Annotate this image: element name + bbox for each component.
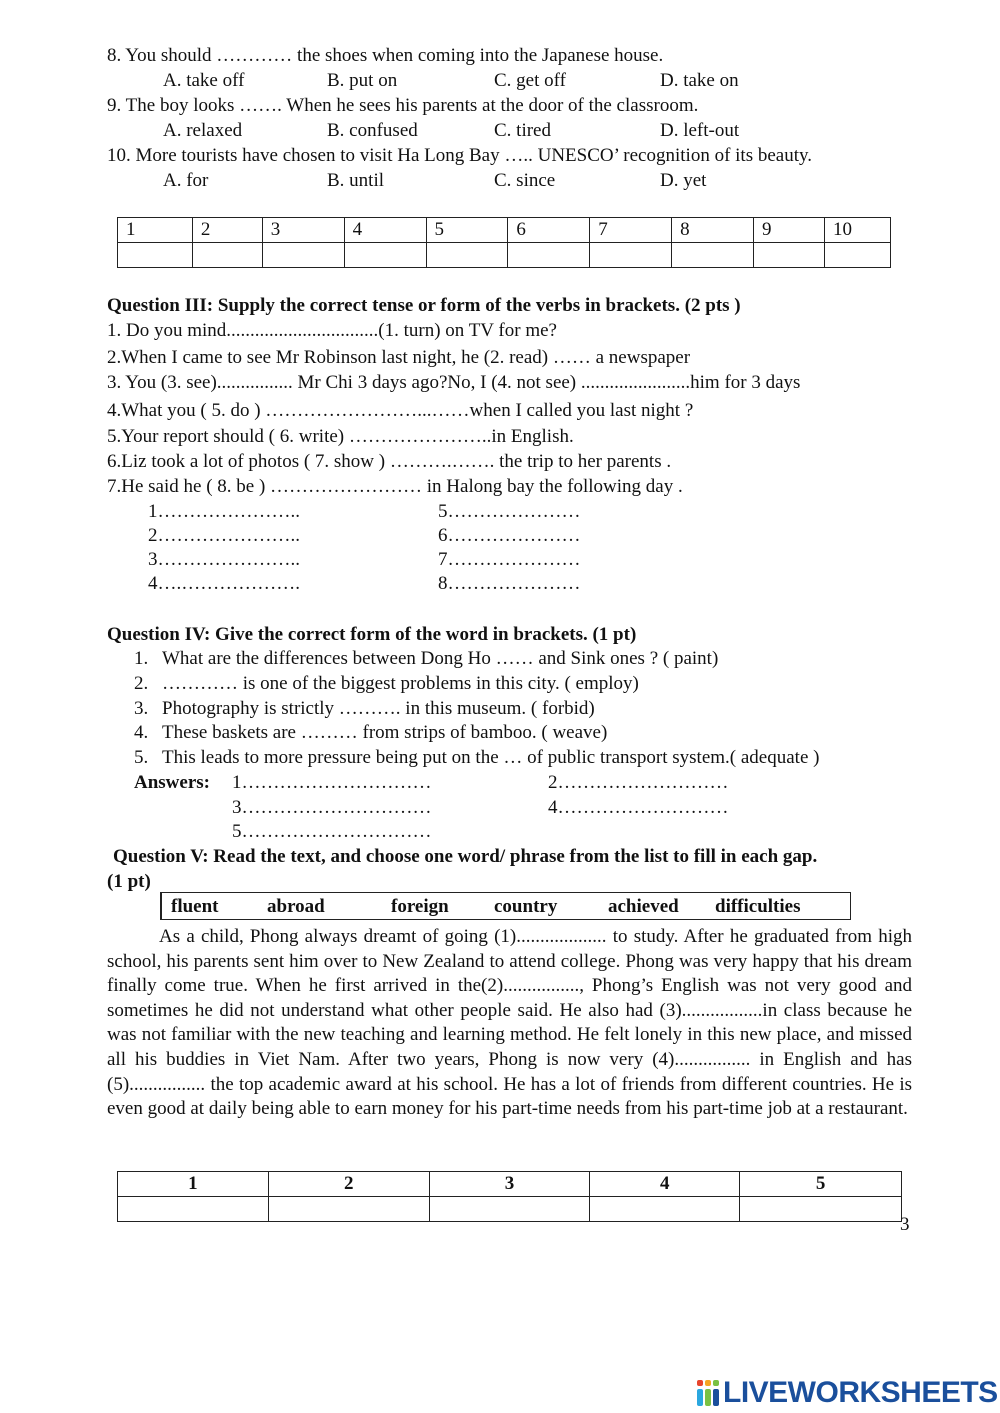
q3-item: 2.When I came to see Mr Robinson last night, he (2. read) …… a newspaper — [107, 347, 691, 368]
q8-option-b[interactable]: B. put on — [327, 70, 398, 91]
answer-cell[interactable] — [824, 243, 890, 268]
q4-answer-blank[interactable]: 3………………………… — [232, 797, 432, 818]
answer-cell[interactable] — [590, 1197, 740, 1222]
answer-table-2 — [117, 1171, 902, 1222]
q4-item: This leads to more pressure being put on the … of public transport system.( adequate ) — [162, 747, 820, 768]
answer-table-2-header: 3 — [429, 1172, 590, 1197]
q3-item: 6.Liz took a lot of photos ( 7. show ) ……….……. the trip to her parents . — [107, 451, 672, 472]
q3-answer-blank[interactable]: 8………………… — [438, 573, 581, 594]
q3-answer-blank[interactable]: 4….………………. — [148, 573, 300, 594]
q4-item: These baskets are ……… from strips of bamboo. ( weave) — [162, 722, 608, 743]
q4-answer-blank[interactable]: 5………………………… — [232, 821, 432, 842]
answer-table-1-header: 7 — [590, 218, 672, 243]
answer-table-1-header: 4 — [344, 218, 426, 243]
q4-answers-label: Answers: — [134, 772, 210, 793]
q3-item: 4.What you ( 5. do ) ……………………...……when I called you last night ? — [107, 400, 694, 421]
q8-option-c[interactable]: C. get off — [494, 70, 566, 91]
answer-table-1 — [117, 217, 891, 268]
liveworksheets-wordmark: LIVEWORKSHEETS — [723, 1376, 998, 1409]
q4-item-number: 5. — [134, 747, 149, 768]
q10-option-c[interactable]: C. since — [494, 170, 556, 191]
q4-item: Photography is strictly ………. in this museum. ( forbid) — [162, 698, 595, 719]
q4-item: What are the differences between Dong Ho …… and Sink ones ? ( paint) — [162, 648, 719, 669]
q10-option-b[interactable]: B. until — [327, 170, 385, 191]
answer-cell[interactable] — [740, 1197, 902, 1222]
answer-table-2-header: 1 — [118, 1172, 269, 1197]
q3-answer-blank[interactable]: 1………………….. — [148, 501, 300, 522]
answer-table-1-header: 5 — [426, 218, 508, 243]
answer-table-2-header: 4 — [590, 1172, 740, 1197]
q9-option-d[interactable]: D. left-out — [660, 120, 740, 141]
word-option: country — [494, 896, 558, 917]
q8-option-d[interactable]: D. take on — [660, 70, 739, 91]
word-option: achieved — [608, 896, 679, 917]
q9-option-b[interactable]: B. confused — [327, 120, 418, 141]
word-option: foreign — [391, 896, 449, 917]
answer-table-2-header: 2 — [268, 1172, 429, 1197]
q3-answer-blank[interactable]: 7………………… — [438, 549, 581, 570]
answer-cell[interactable] — [426, 243, 508, 268]
answer-cell[interactable] — [192, 243, 262, 268]
q3-item: 3. You (3. see)................ Mr Chi 3 days ago?No, I (4. not see) .......................him for 3 days — [107, 372, 801, 393]
q3-item: 1. Do you mind................................(1. turn) on TV for me? — [107, 320, 557, 341]
answer-table-1-header: 10 — [824, 218, 890, 243]
q3-item: 7.He said he ( 8. be ) …………………… in Halong bay the following day . — [107, 476, 683, 497]
q9-stem: 9. The boy looks ……. When he sees his parents at the door of the classroom. — [107, 95, 699, 116]
answer-cell[interactable] — [508, 243, 590, 268]
liveworksheets-icon — [697, 1378, 719, 1408]
q3-answer-blank[interactable]: 5………………… — [438, 501, 581, 522]
answer-table-1-header: 8 — [672, 218, 754, 243]
q4-item-number: 4. — [134, 722, 149, 743]
q4-answer-blank[interactable]: 1………………………… — [232, 772, 432, 793]
question-5-points: (1 pt) — [107, 871, 151, 892]
q4-answer-blank[interactable]: 4……………………… — [548, 797, 729, 818]
answer-cell[interactable] — [590, 243, 672, 268]
q4-item-number: 3. — [134, 698, 149, 719]
q4-answer-blank[interactable]: 2……………………… — [548, 772, 729, 793]
reading-passage: As a child, Phong always dreamt of going (1)................... to study. After he graduated from high school, his parents sent him over to New Zealand to attend college. Phong was very happy that his dream finally come true. When he first arrived in the(2)................, Phong’s English was not very good and sometimes he did not understand what other people said. He also had (3).................in class because he was not familiar with the new teaching and learning method. He felt lonely in this new place, and missed all his buddies in Viet Nam. After two years, Phong is now very (4)................ in English and has (5)................ the top academic award at his school. He has a lot of friends from different countries. He is even good at daily being able to earn money for his part-time needs from his part-time job at a restaurant. — [107, 926, 912, 1120]
q3-answer-blank[interactable]: 6………………… — [438, 525, 581, 546]
q3-answer-blank[interactable]: 2………………….. — [148, 525, 300, 546]
answer-table-1-header: 2 — [192, 218, 262, 243]
q4-item-number: 1. — [134, 648, 149, 669]
q3-item: 5.Your report should ( 6. write) …………………..in English. — [107, 426, 574, 447]
answer-cell[interactable] — [262, 243, 344, 268]
answer-table-1-header: 1 — [118, 218, 193, 243]
word-option: difficulties — [715, 896, 801, 917]
q10-option-a[interactable]: A. for — [163, 170, 209, 191]
q10-stem: 10. More tourists have chosen to visit Ha Long Bay ….. UNESCO’ recognition of its beauty. — [107, 145, 813, 166]
q4-item: ………… is one of the biggest problems in this city. ( employ) — [162, 673, 639, 694]
q10-option-d[interactable]: D. yet — [660, 170, 707, 191]
answer-cell[interactable] — [754, 243, 825, 268]
word-option: abroad — [267, 896, 325, 917]
answer-cell[interactable] — [344, 243, 426, 268]
answer-cell[interactable] — [672, 243, 754, 268]
question-3-title: Question III: Supply the correct tense or form of the verbs in brackets. (2 pts ) — [107, 295, 741, 316]
answer-cell[interactable] — [429, 1197, 590, 1222]
question-4-title: Question IV: Give the correct form of the word in brackets. (1 pt) — [107, 624, 637, 645]
q8-option-a[interactable]: A. take off — [163, 70, 245, 91]
answer-table-1-header: 3 — [262, 218, 344, 243]
q8-stem: 8. You should ………… the shoes when coming into the Japanese house. — [107, 45, 664, 66]
answer-table-1-header: 9 — [754, 218, 825, 243]
q3-answer-blank[interactable]: 3………………….. — [148, 549, 300, 570]
q9-option-c[interactable]: C. tired — [494, 120, 551, 141]
word-option: fluent — [171, 896, 219, 917]
q4-item-number: 2. — [134, 673, 149, 694]
answer-table-2-header: 5 — [740, 1172, 902, 1197]
answer-table-1-header: 6 — [508, 218, 590, 243]
liveworksheets-logo[interactable] — [697, 1376, 998, 1410]
answer-cell[interactable] — [118, 1197, 269, 1222]
word-list-box — [160, 892, 851, 920]
page-number: 3 — [900, 1214, 910, 1235]
question-5-title: Question V: Read the text, and choose one word/ phrase from the list to fill in each gap. — [113, 846, 818, 867]
answer-cell[interactable] — [268, 1197, 429, 1222]
q9-option-a[interactable]: A. relaxed — [163, 120, 243, 141]
answer-cell[interactable] — [118, 243, 193, 268]
